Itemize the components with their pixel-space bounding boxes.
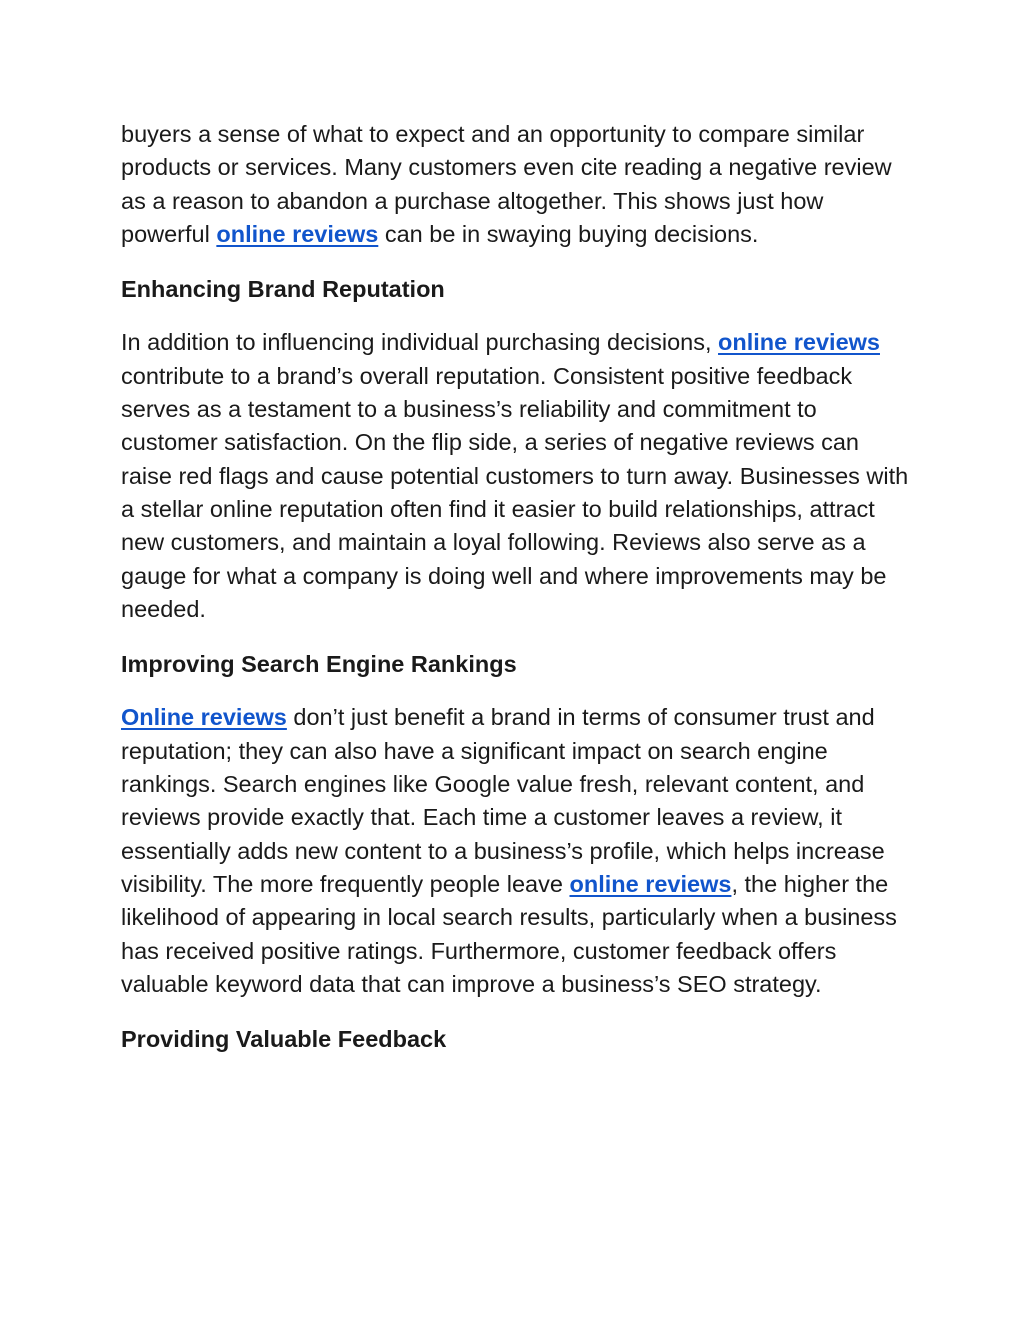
online-reviews-link[interactable]: online reviews: [718, 329, 880, 356]
heading-valuable-feedback: Providing Valuable Feedback: [121, 1026, 447, 1053]
online-reviews-link[interactable]: Online reviews: [121, 704, 287, 731]
paragraph-text: can be in swaying buying decisions.: [378, 220, 759, 247]
online-reviews-link[interactable]: online reviews: [216, 220, 379, 247]
heading-brand-reputation: Enhancing Brand Reputation: [121, 276, 445, 303]
paragraph-text: buyers a sense of what to expect and an opportunity to compare similar products or services. Many customers even cite reading a negative review as a reason to abandon a purchase altogether. This shows just how powerful: [121, 121, 892, 247]
paragraph-search-rankings: [121, 701, 911, 1001]
heading-search-rankings: Improving Search Engine Rankings: [121, 651, 517, 678]
paragraph-brand-reputation: [121, 326, 911, 626]
paragraph-purchase-decisions: [121, 118, 911, 251]
paragraph-text: In addition to influencing individual purchasing decisions,: [121, 329, 719, 356]
online-reviews-link[interactable]: online reviews: [569, 870, 732, 897]
document-page: [121, 118, 911, 1076]
paragraph-text: , the higher the likelihood of appearing in local search results, particularly when a business has received positive ratings. Furthermore, customer feedback offers valuable keyword data that can improve a business’s SEO strategy.: [121, 870, 897, 997]
paragraph-text: contribute to a brand’s overall reputation. Consistent positive feedback serves as a testament to a business’s reliability and commitment to customer satisfaction. On the flip side, a series of negative reviews can raise red flags and cause potential customers to turn away. Businesses with a stellar online reputation often find it easier to build relationships, attract new customers, and maintain a loyal following. Reviews also serve as a gauge for what a company is doing well and where improvements may be needed.: [121, 362, 909, 622]
paragraph-text: don’t just benefit a brand in terms of consumer trust and reputation; they can also have a significant impact on search engine rankings. Search engines like Google value fresh, relevant content, and reviews provide exactly that. Each time a customer leaves a review, it essentially adds new content to a business’s profile, which helps increase visibility. The more frequently people leave: [121, 704, 885, 897]
